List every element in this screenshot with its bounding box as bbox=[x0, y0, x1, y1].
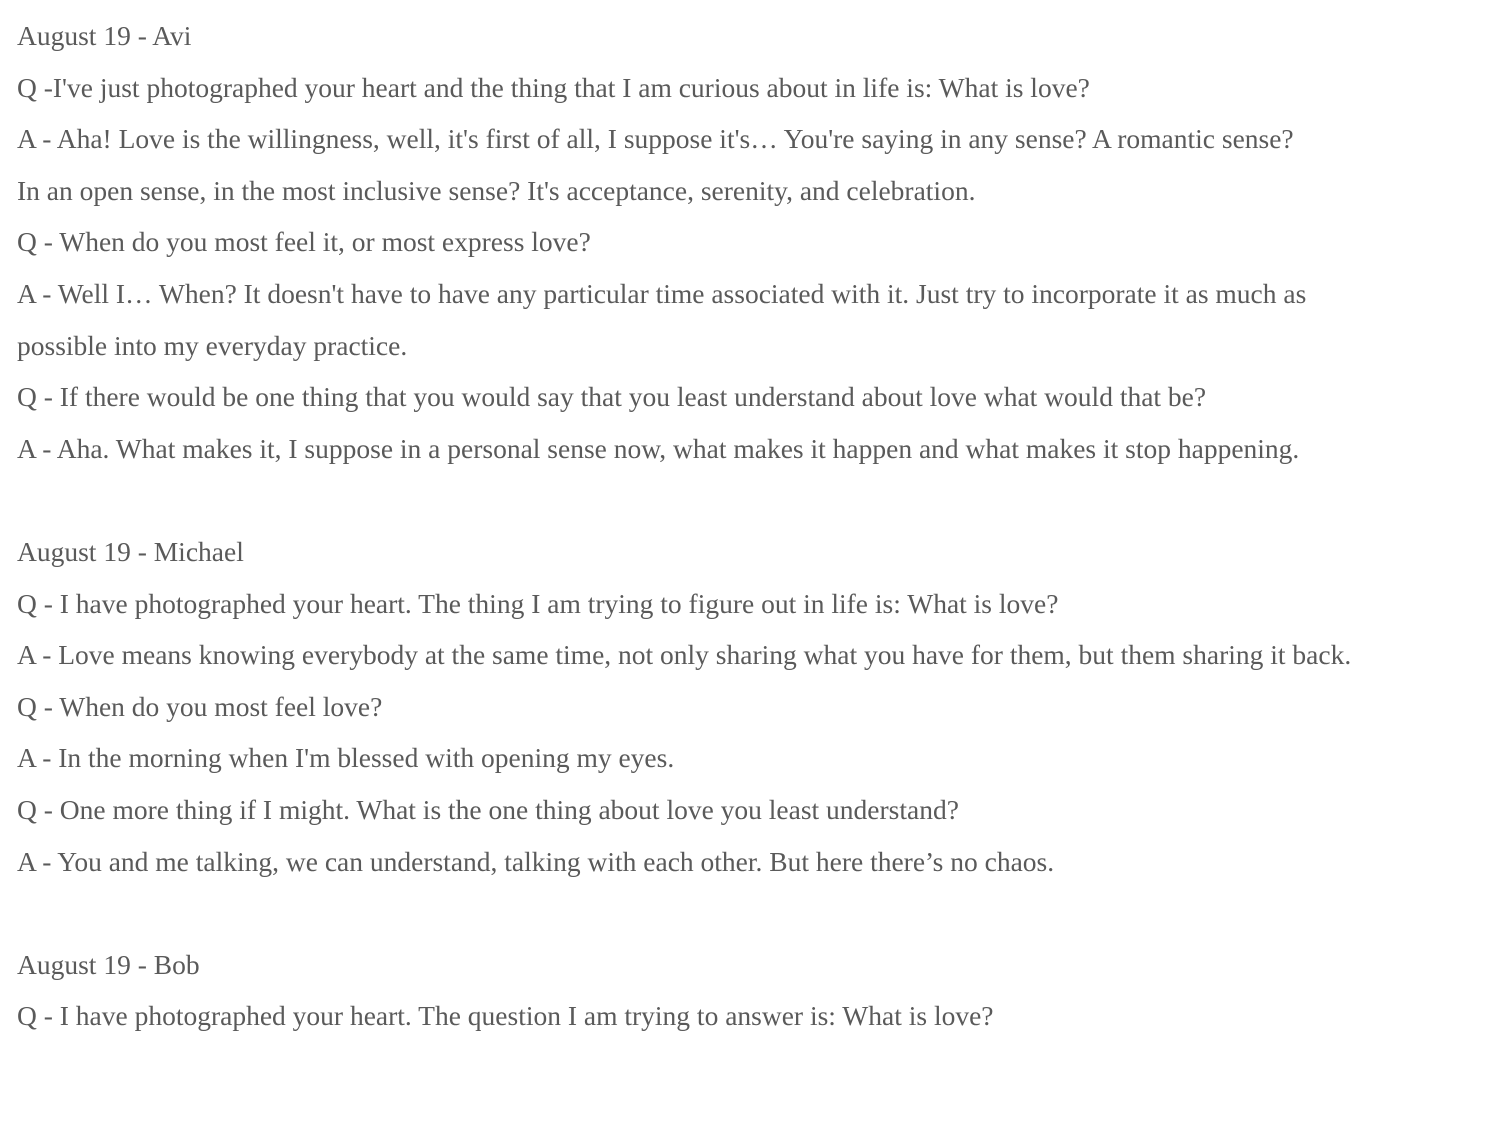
question-line: Q -I've just photographed your heart and the thing that I am curious about in life is: What is love? bbox=[17, 71, 1090, 103]
answer-line: A - You and me talking, we can understand, talking with each other. But here there’s no chaos. bbox=[17, 845, 1055, 877]
answer-line: A - Love means knowing everybody at the same time, not only sharing what you have for them, but them sharing it back. bbox=[17, 639, 1352, 671]
question-line: Q - I have photographed your heart. The question I am trying to answer is: What is love? bbox=[17, 1000, 994, 1032]
question-line: Q - One more thing if I might. What is the one thing about love you least understand? bbox=[17, 793, 959, 825]
entry-heading-michael: August 19 - Michael bbox=[17, 535, 244, 567]
answer-line: A - In the morning when I'm blessed with opening my eyes. bbox=[17, 742, 675, 774]
answer-line-continued: possible into my everyday practice. bbox=[17, 329, 408, 361]
document-body bbox=[17, 10, 1487, 1042]
answer-line: A - Aha. What makes it, I suppose in a personal sense now, what makes it happen and what makes it stop happening. bbox=[17, 432, 1300, 464]
question-line: Q - When do you most feel love? bbox=[17, 690, 383, 722]
question-line: Q - When do you most feel it, or most express love? bbox=[17, 226, 591, 258]
entry-heading-avi: August 19 - Avi bbox=[17, 20, 192, 51]
paragraph-gap bbox=[17, 474, 1487, 526]
answer-line: A - Aha! Love is the willingness, well, it's first of all, I suppose it's… You're saying in any sense? A romantic sense? bbox=[17, 123, 1294, 155]
question-line: Q - I have photographed your heart. The thing I am trying to figure out in life is: What is love? bbox=[17, 587, 1059, 619]
answer-line-continued: In an open sense, in the most inclusive sense? It's acceptance, serenity, and celebration. bbox=[17, 174, 976, 206]
entry-heading-bob: August 19 - Bob bbox=[17, 948, 200, 980]
answer-line: A - Well I… When? It doesn't have to have any particular time associated with it. Just try to incorporate it as much as bbox=[17, 277, 1307, 309]
paragraph-gap bbox=[17, 887, 1487, 939]
question-line: Q - If there would be one thing that you would say that you least understand about love what would that be? bbox=[17, 381, 1207, 413]
